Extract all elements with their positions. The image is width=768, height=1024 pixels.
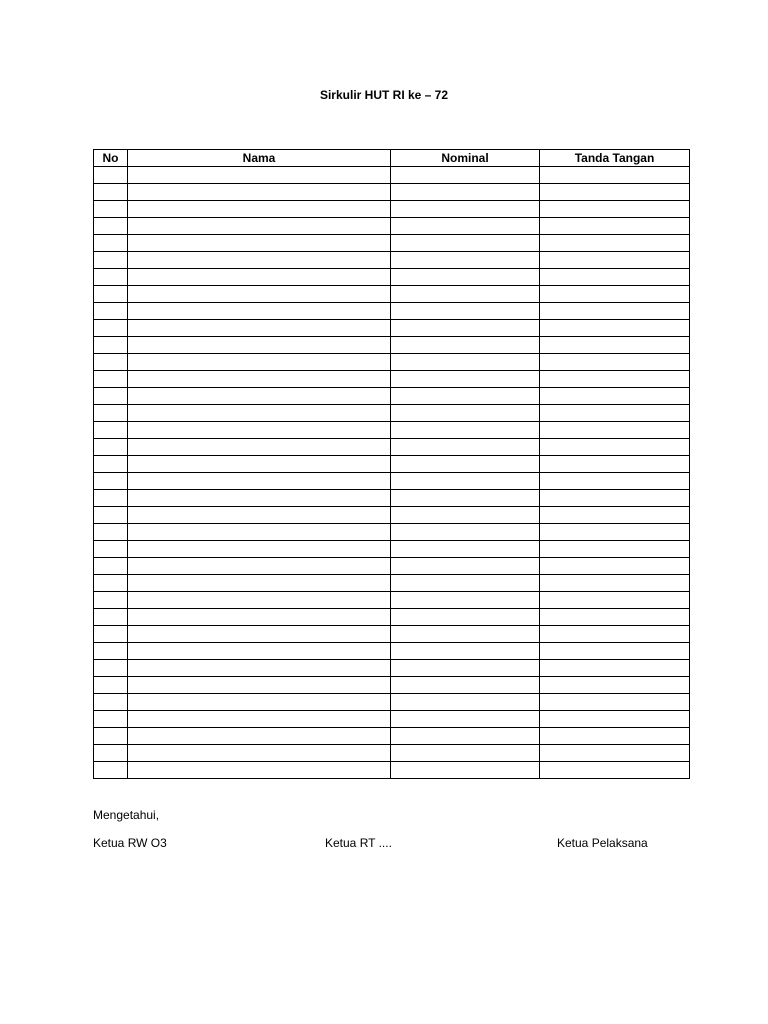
cell-nominal bbox=[391, 167, 540, 184]
cell-no bbox=[94, 388, 128, 405]
table-row bbox=[94, 439, 690, 456]
cell-nominal bbox=[391, 507, 540, 524]
cell-nama bbox=[128, 541, 391, 558]
cell-nama bbox=[128, 252, 391, 269]
cell-no bbox=[94, 320, 128, 337]
cell-no bbox=[94, 354, 128, 371]
signature-ketua-rw: Ketua RW O3 bbox=[93, 836, 167, 850]
cell-tanda-tangan bbox=[540, 575, 690, 592]
cell-no bbox=[94, 439, 128, 456]
cell-tanda-tangan bbox=[540, 711, 690, 728]
table-row bbox=[94, 575, 690, 592]
table-row bbox=[94, 286, 690, 303]
cell-tanda-tangan bbox=[540, 762, 690, 779]
table-body bbox=[94, 167, 690, 779]
cell-nominal bbox=[391, 592, 540, 609]
cell-tanda-tangan bbox=[540, 422, 690, 439]
header-nama: Nama bbox=[128, 150, 391, 167]
table-row bbox=[94, 677, 690, 694]
table-header-row bbox=[94, 150, 690, 167]
signature-ketua-pelaksana: Ketua Pelaksana bbox=[557, 836, 648, 850]
cell-tanda-tangan bbox=[540, 218, 690, 235]
contribution-table bbox=[93, 149, 690, 779]
cell-nama bbox=[128, 711, 391, 728]
cell-nominal bbox=[391, 422, 540, 439]
cell-nominal bbox=[391, 201, 540, 218]
cell-no bbox=[94, 643, 128, 660]
cell-tanda-tangan bbox=[540, 388, 690, 405]
cell-nama bbox=[128, 677, 391, 694]
cell-nama bbox=[128, 235, 391, 252]
cell-tanda-tangan bbox=[540, 507, 690, 524]
table-row bbox=[94, 660, 690, 677]
cell-nama bbox=[128, 422, 391, 439]
cell-nominal bbox=[391, 677, 540, 694]
cell-nama bbox=[128, 643, 391, 660]
cell-no bbox=[94, 592, 128, 609]
table-row bbox=[94, 524, 690, 541]
cell-tanda-tangan bbox=[540, 473, 690, 490]
cell-no bbox=[94, 371, 128, 388]
cell-nominal bbox=[391, 286, 540, 303]
table-row bbox=[94, 269, 690, 286]
cell-nominal bbox=[391, 337, 540, 354]
cell-tanda-tangan bbox=[540, 524, 690, 541]
cell-tanda-tangan bbox=[540, 541, 690, 558]
table-row bbox=[94, 456, 690, 473]
cell-nama bbox=[128, 660, 391, 677]
header-tanda-tangan: Tanda Tangan bbox=[540, 150, 690, 167]
cell-nama bbox=[128, 167, 391, 184]
cell-nominal bbox=[391, 558, 540, 575]
cell-tanda-tangan bbox=[540, 728, 690, 745]
cell-tanda-tangan bbox=[540, 643, 690, 660]
cell-tanda-tangan bbox=[540, 677, 690, 694]
cell-tanda-tangan bbox=[540, 184, 690, 201]
table-row bbox=[94, 762, 690, 779]
table-row bbox=[94, 745, 690, 762]
cell-tanda-tangan bbox=[540, 456, 690, 473]
cell-tanda-tangan bbox=[540, 558, 690, 575]
cell-nominal bbox=[391, 609, 540, 626]
cell-nominal bbox=[391, 694, 540, 711]
cell-nama bbox=[128, 728, 391, 745]
cell-nominal bbox=[391, 524, 540, 541]
cell-no bbox=[94, 422, 128, 439]
table-row bbox=[94, 609, 690, 626]
cell-nominal bbox=[391, 711, 540, 728]
cell-nominal bbox=[391, 354, 540, 371]
table-row bbox=[94, 643, 690, 660]
cell-nominal bbox=[391, 456, 540, 473]
cell-no bbox=[94, 235, 128, 252]
cell-no bbox=[94, 575, 128, 592]
table-row bbox=[94, 558, 690, 575]
cell-no bbox=[94, 541, 128, 558]
cell-nominal bbox=[391, 252, 540, 269]
cell-tanda-tangan bbox=[540, 303, 690, 320]
cell-nama bbox=[128, 558, 391, 575]
table-row bbox=[94, 507, 690, 524]
cell-nama bbox=[128, 405, 391, 422]
cell-tanda-tangan bbox=[540, 354, 690, 371]
cell-nominal bbox=[391, 745, 540, 762]
cell-no bbox=[94, 626, 128, 643]
table-row bbox=[94, 405, 690, 422]
cell-nama bbox=[128, 320, 391, 337]
signature-ketua-rt: Ketua RT .... bbox=[325, 836, 392, 850]
cell-tanda-tangan bbox=[540, 609, 690, 626]
table-row bbox=[94, 252, 690, 269]
cell-nama bbox=[128, 524, 391, 541]
cell-tanda-tangan bbox=[540, 252, 690, 269]
cell-nominal bbox=[391, 473, 540, 490]
cell-nama bbox=[128, 303, 391, 320]
table-row bbox=[94, 388, 690, 405]
cell-no bbox=[94, 609, 128, 626]
cell-nominal bbox=[391, 184, 540, 201]
cell-no bbox=[94, 303, 128, 320]
cell-tanda-tangan bbox=[540, 439, 690, 456]
table-row bbox=[94, 184, 690, 201]
document-title: Sirkulir HUT RI ke – 72 bbox=[319, 88, 449, 102]
table-row bbox=[94, 218, 690, 235]
cell-no bbox=[94, 728, 128, 745]
cell-nominal bbox=[391, 541, 540, 558]
cell-no bbox=[94, 694, 128, 711]
cell-nama bbox=[128, 184, 391, 201]
header-nominal: Nominal bbox=[391, 150, 540, 167]
table-row bbox=[94, 320, 690, 337]
cell-tanda-tangan bbox=[540, 660, 690, 677]
cell-nominal bbox=[391, 728, 540, 745]
cell-no bbox=[94, 473, 128, 490]
table-row bbox=[94, 694, 690, 711]
cell-nominal bbox=[391, 388, 540, 405]
table-row bbox=[94, 303, 690, 320]
cell-nama bbox=[128, 269, 391, 286]
cell-nama bbox=[128, 371, 391, 388]
cell-no bbox=[94, 167, 128, 184]
cell-no bbox=[94, 745, 128, 762]
table-row bbox=[94, 541, 690, 558]
cell-nominal bbox=[391, 320, 540, 337]
cell-nama bbox=[128, 745, 391, 762]
cell-no bbox=[94, 507, 128, 524]
cell-tanda-tangan bbox=[540, 371, 690, 388]
cell-tanda-tangan bbox=[540, 626, 690, 643]
cell-nama bbox=[128, 609, 391, 626]
table-row bbox=[94, 354, 690, 371]
cell-nama bbox=[128, 201, 391, 218]
cell-nominal bbox=[391, 405, 540, 422]
cell-nominal bbox=[391, 490, 540, 507]
cell-nominal bbox=[391, 218, 540, 235]
cell-nominal bbox=[391, 643, 540, 660]
cell-tanda-tangan bbox=[540, 269, 690, 286]
cell-nama bbox=[128, 592, 391, 609]
table-row bbox=[94, 422, 690, 439]
cell-nama bbox=[128, 626, 391, 643]
cell-no bbox=[94, 524, 128, 541]
cell-no bbox=[94, 558, 128, 575]
cell-nama bbox=[128, 354, 391, 371]
cell-no bbox=[94, 405, 128, 422]
cell-nama bbox=[128, 337, 391, 354]
table-row bbox=[94, 490, 690, 507]
cell-nama bbox=[128, 762, 391, 779]
table-row bbox=[94, 371, 690, 388]
cell-no bbox=[94, 456, 128, 473]
table-row bbox=[94, 626, 690, 643]
cell-nama bbox=[128, 507, 391, 524]
cell-no bbox=[94, 762, 128, 779]
cell-tanda-tangan bbox=[540, 337, 690, 354]
table-row bbox=[94, 728, 690, 745]
table-row bbox=[94, 167, 690, 184]
table-row bbox=[94, 235, 690, 252]
cell-nominal bbox=[391, 235, 540, 252]
cell-no bbox=[94, 184, 128, 201]
table-row bbox=[94, 711, 690, 728]
cell-tanda-tangan bbox=[540, 286, 690, 303]
cell-no bbox=[94, 218, 128, 235]
cell-nominal bbox=[391, 269, 540, 286]
cell-nama bbox=[128, 439, 391, 456]
cell-tanda-tangan bbox=[540, 694, 690, 711]
cell-nama bbox=[128, 456, 391, 473]
cell-no bbox=[94, 269, 128, 286]
table-row bbox=[94, 473, 690, 490]
cell-tanda-tangan bbox=[540, 201, 690, 218]
cell-no bbox=[94, 711, 128, 728]
cell-no bbox=[94, 677, 128, 694]
cell-no bbox=[94, 337, 128, 354]
cell-nama bbox=[128, 218, 391, 235]
cell-tanda-tangan bbox=[540, 167, 690, 184]
table-row bbox=[94, 337, 690, 354]
cell-nominal bbox=[391, 626, 540, 643]
cell-nominal bbox=[391, 439, 540, 456]
cell-tanda-tangan bbox=[540, 592, 690, 609]
cell-nominal bbox=[391, 371, 540, 388]
cell-nominal bbox=[391, 762, 540, 779]
acknowledged-label: Mengetahui, bbox=[93, 808, 160, 822]
cell-tanda-tangan bbox=[540, 745, 690, 762]
cell-no bbox=[94, 286, 128, 303]
cell-no bbox=[94, 490, 128, 507]
cell-nominal bbox=[391, 303, 540, 320]
cell-tanda-tangan bbox=[540, 490, 690, 507]
cell-tanda-tangan bbox=[540, 405, 690, 422]
cell-no bbox=[94, 660, 128, 677]
cell-nama bbox=[128, 286, 391, 303]
cell-nama bbox=[128, 490, 391, 507]
table-row bbox=[94, 201, 690, 218]
cell-nama bbox=[128, 694, 391, 711]
cell-nama bbox=[128, 473, 391, 490]
cell-nominal bbox=[391, 660, 540, 677]
header-no: No bbox=[94, 150, 128, 167]
cell-tanda-tangan bbox=[540, 235, 690, 252]
cell-nominal bbox=[391, 575, 540, 592]
cell-no bbox=[94, 201, 128, 218]
cell-tanda-tangan bbox=[540, 320, 690, 337]
cell-nama bbox=[128, 575, 391, 592]
cell-no bbox=[94, 252, 128, 269]
cell-nama bbox=[128, 388, 391, 405]
table-row bbox=[94, 592, 690, 609]
